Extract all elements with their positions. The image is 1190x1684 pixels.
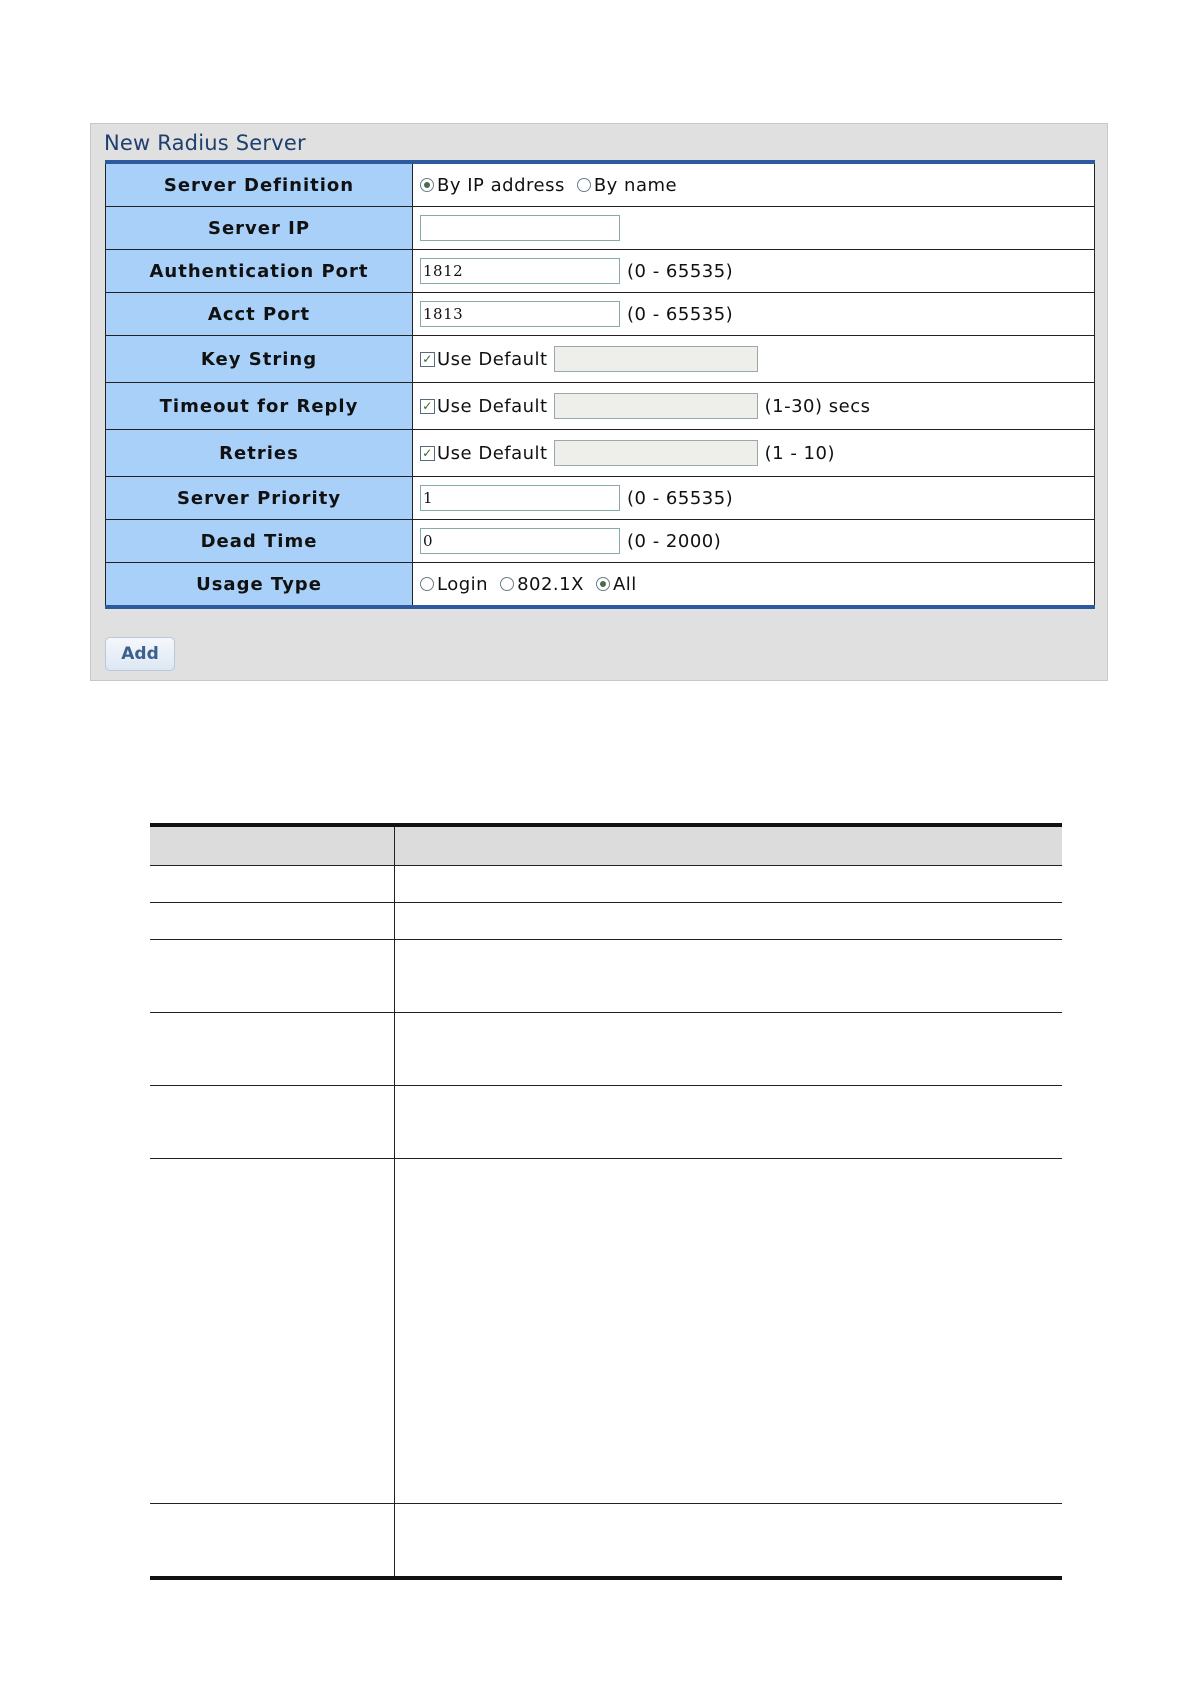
label-usage-type: Usage Type — [106, 563, 413, 608]
retries-range: (1 - 10) — [764, 442, 835, 464]
label-auth-port: Authentication Port — [106, 250, 413, 293]
priority-range: (0 - 65535) — [627, 487, 734, 509]
radio-8021x[interactable]: 802.1X — [500, 574, 584, 595]
timeout-input[interactable] — [554, 393, 758, 419]
retries-default-checkbox[interactable]: ✓ — [420, 446, 435, 461]
description-header-row — [150, 825, 1062, 866]
radio-login[interactable]: Login — [420, 574, 488, 595]
radio-unselected-icon — [500, 577, 514, 591]
radio-selected-icon — [420, 178, 434, 192]
header-cell-object — [150, 825, 395, 866]
dead-time-input[interactable]: 0 — [420, 528, 620, 554]
label-retries: Retries — [106, 430, 413, 477]
row-dead-time — [106, 520, 1095, 563]
label-server-ip: Server IP — [106, 207, 413, 250]
new-radius-server-panel — [90, 123, 1108, 681]
auth-port-input[interactable]: 1812 — [420, 258, 620, 284]
label-acct-port: Acct Port — [106, 293, 413, 336]
dead-time-range: (0 - 2000) — [627, 530, 722, 552]
row-auth-port — [106, 250, 1095, 293]
server-ip-input[interactable] — [420, 215, 620, 241]
priority-input[interactable]: 1 — [420, 485, 620, 511]
table-row — [150, 1159, 1062, 1504]
row-acct-port — [106, 293, 1095, 336]
radio-unselected-icon — [577, 178, 591, 192]
retries-input[interactable] — [554, 440, 758, 466]
row-usage-type — [106, 563, 1095, 608]
acct-port-input[interactable]: 1813 — [420, 301, 620, 327]
add-button[interactable]: Add — [105, 637, 175, 671]
row-key-string: Key String ✓ Use Default — [106, 336, 1095, 383]
table-row — [150, 903, 1062, 940]
label-key-string: Key String — [106, 336, 413, 383]
label-timeout: Timeout for Reply — [106, 383, 413, 430]
row-priority — [106, 477, 1095, 520]
table-row — [150, 1086, 1062, 1159]
key-string-input[interactable] — [554, 346, 758, 372]
row-server-definition — [106, 162, 1095, 207]
table-row — [150, 1504, 1062, 1579]
table-row — [150, 1013, 1062, 1086]
radio-unselected-icon — [420, 577, 434, 591]
radio-by-ip[interactable]: By IP address — [420, 175, 565, 196]
auth-port-range: (0 - 65535) — [627, 260, 734, 282]
label-server-definition: Server Definition — [106, 162, 413, 207]
label-dead-time: Dead Time — [106, 520, 413, 563]
radius-form-table — [105, 160, 1095, 609]
acct-port-range: (0 - 65535) — [627, 303, 734, 325]
panel-title: New Radius Server — [104, 131, 306, 155]
timeout-range: (1-30) secs — [764, 395, 871, 417]
description-table — [150, 823, 1062, 1580]
label-priority: Server Priority — [106, 477, 413, 520]
radio-selected-icon — [596, 577, 610, 591]
key-string-default-checkbox[interactable]: ✓ — [420, 352, 435, 367]
radio-all[interactable]: All — [596, 574, 637, 595]
row-retries: Retries ✓ Use Default (1 - 10) — [106, 430, 1095, 477]
table-row — [150, 940, 1062, 1013]
row-server-ip — [106, 207, 1095, 250]
radio-by-name[interactable]: By name — [577, 175, 677, 196]
timeout-default-checkbox[interactable]: ✓ — [420, 399, 435, 414]
row-timeout: Timeout for Reply ✓ Use Default (1-30) secs — [106, 383, 1095, 430]
table-row — [150, 866, 1062, 903]
header-cell-description — [395, 825, 1063, 866]
